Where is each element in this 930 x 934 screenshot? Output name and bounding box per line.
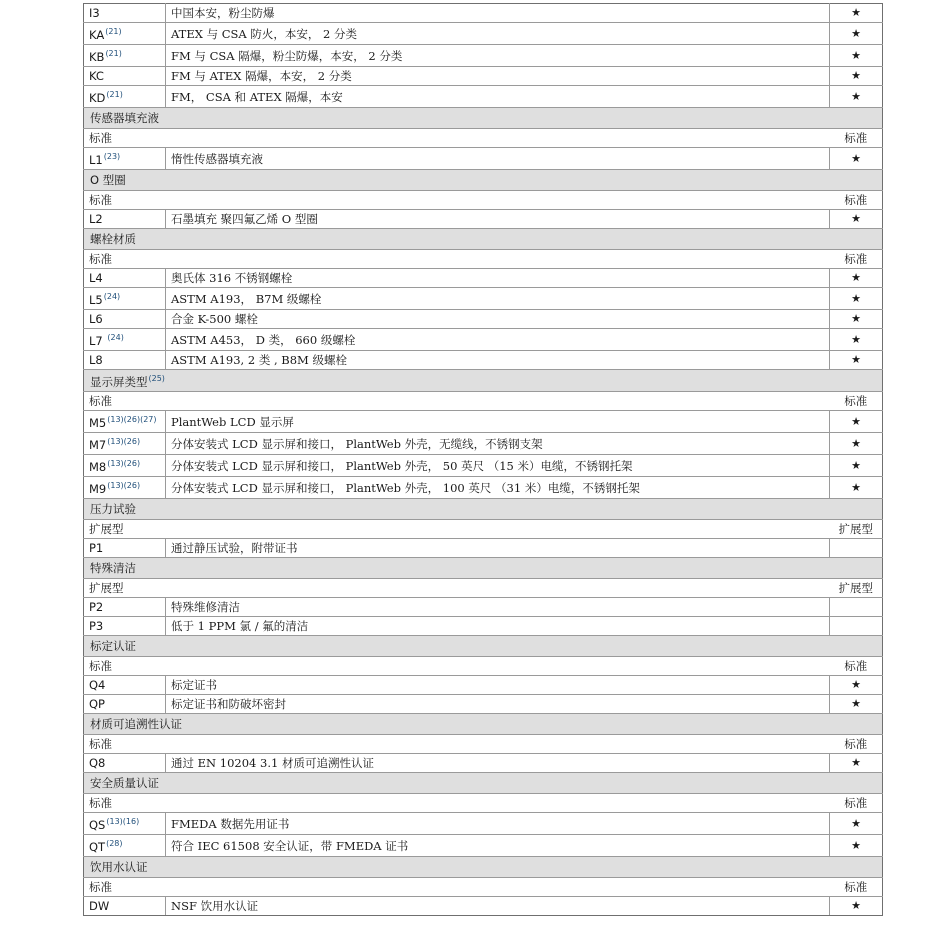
availability-star: ★ xyxy=(830,86,883,108)
option-row xyxy=(84,148,883,170)
option-code: M7 xyxy=(89,438,107,452)
option-row xyxy=(84,288,883,310)
option-description: ASTM A193， B7M 级螺栓 xyxy=(166,288,830,310)
option-code-cell xyxy=(84,835,166,857)
subheader-label: 标准 xyxy=(84,735,830,754)
option-code-cell xyxy=(84,433,166,455)
option-code: M9 xyxy=(89,482,107,496)
subheader-label-right: 扩展型 xyxy=(830,520,883,539)
availability-star: ★ xyxy=(830,754,883,773)
footnote-ref: (25) xyxy=(148,374,165,383)
option-description: FM， CSA 和 ATEX 隔爆，本安 xyxy=(166,86,830,108)
section-title-cell xyxy=(84,108,883,129)
section-header-row xyxy=(84,558,883,579)
options-table-body xyxy=(84,4,883,916)
availability-star: ★ xyxy=(830,4,883,23)
footnote-ref: (23) xyxy=(103,152,121,161)
footnote-ref: (21) xyxy=(105,49,122,58)
subheader-row xyxy=(84,657,883,676)
option-row xyxy=(84,676,883,695)
option-row xyxy=(84,67,883,86)
option-row xyxy=(84,86,883,108)
section-title-cell xyxy=(84,773,883,794)
option-code-cell xyxy=(84,4,166,23)
section-header-row xyxy=(84,229,883,250)
subheader-label: 标准 xyxy=(84,657,830,676)
availability-star: ★ xyxy=(830,310,883,329)
availability-star: ★ xyxy=(830,45,883,67)
section-title: 传感器填充液 xyxy=(90,111,159,125)
section-header-row xyxy=(84,857,883,878)
option-row xyxy=(84,351,883,370)
option-code: P1 xyxy=(89,541,104,555)
option-code: Q8 xyxy=(89,756,106,770)
option-code: L1 xyxy=(89,153,103,167)
subheader-label: 标准 xyxy=(84,250,830,269)
option-code-cell xyxy=(84,813,166,835)
section-title-cell xyxy=(84,229,883,250)
option-code: KD xyxy=(89,91,106,105)
option-row xyxy=(84,45,883,67)
option-row xyxy=(84,269,883,288)
option-code: P2 xyxy=(89,600,104,614)
option-code: KB xyxy=(89,50,105,64)
section-header-row xyxy=(84,170,883,191)
availability-star: ★ xyxy=(830,477,883,499)
option-row xyxy=(84,897,883,916)
availability-star: ★ xyxy=(830,897,883,916)
subheader-label-right: 标准 xyxy=(830,657,883,676)
option-code-cell xyxy=(84,67,166,86)
subheader-label-right: 标准 xyxy=(830,191,883,210)
availability-star: ★ xyxy=(830,411,883,433)
option-code: L4 xyxy=(89,271,103,285)
option-code-cell xyxy=(84,329,166,351)
option-row xyxy=(84,4,883,23)
footnote-ref: (21) xyxy=(105,27,122,36)
option-code-cell xyxy=(84,269,166,288)
subheader-row xyxy=(84,191,883,210)
option-description: 通过静压试验，附带证书 xyxy=(166,539,830,558)
footnote-ref: (24) xyxy=(103,292,121,301)
section-header-row xyxy=(84,714,883,735)
option-row xyxy=(84,210,883,229)
option-code-cell xyxy=(84,310,166,329)
option-code-cell xyxy=(84,477,166,499)
subheader-label: 扩展型 xyxy=(84,579,830,598)
footnote-ref: (13)(26)(27) xyxy=(107,415,157,424)
availability-star: ★ xyxy=(830,67,883,86)
subheader-label: 标准 xyxy=(84,129,830,148)
subheader-label-right: 标准 xyxy=(830,794,883,813)
option-row xyxy=(84,23,883,45)
subheader-row xyxy=(84,878,883,897)
section-title-cell xyxy=(84,558,883,579)
section-title: 螺栓材质 xyxy=(90,232,136,246)
subheader-row xyxy=(84,250,883,269)
option-code: L8 xyxy=(89,353,103,367)
subheader-row xyxy=(84,794,883,813)
option-code-cell xyxy=(84,411,166,433)
option-description: ASTM A193, 2 类 , B8M 级螺栓 xyxy=(166,351,830,370)
availability-star: ★ xyxy=(830,455,883,477)
option-description: 合金 K-500 螺栓 xyxy=(166,310,830,329)
option-code: QP xyxy=(89,697,105,711)
subheader-label-right: 标准 xyxy=(830,392,883,411)
subheader-label: 标准 xyxy=(84,392,830,411)
option-code-cell xyxy=(84,351,166,370)
section-title: 特殊清洁 xyxy=(90,561,136,575)
subheader-label: 扩展型 xyxy=(84,520,830,539)
option-description: FM 与 ATEX 隔爆，本安， 2 分类 xyxy=(166,67,830,86)
option-code-cell xyxy=(84,676,166,695)
option-code-cell xyxy=(84,86,166,108)
option-description: 通过 EN 10204 3.1 材质可追溯性认证 xyxy=(166,754,830,773)
section-title-cell xyxy=(84,499,883,520)
subheader-label-right: 标准 xyxy=(830,129,883,148)
subheader-label-right: 标准 xyxy=(830,878,883,897)
option-code: L7 xyxy=(89,334,107,348)
footnote-ref: (13)(26) xyxy=(107,481,141,490)
option-code-cell xyxy=(84,148,166,170)
option-description: FMEDA 数据先用证书 xyxy=(166,813,830,835)
option-row xyxy=(84,695,883,714)
option-code-cell xyxy=(84,754,166,773)
section-title: 饮用水认证 xyxy=(90,860,148,874)
availability-star: ★ xyxy=(830,835,883,857)
option-description: 特殊维修清洁 xyxy=(166,598,830,617)
option-description: 标定证书 xyxy=(166,676,830,695)
option-code-cell xyxy=(84,539,166,558)
subheader-label: 标准 xyxy=(84,794,830,813)
option-code-cell xyxy=(84,598,166,617)
option-description: 惰性传感器填充液 xyxy=(166,148,830,170)
option-description: 分体安装式 LCD 显示屏和接口， PlantWeb 外壳， 50 英尺 （15 米）电缆，不锈钢托架 xyxy=(166,455,830,477)
subheader-label: 标准 xyxy=(84,878,830,897)
option-description: 中国本安，粉尘防爆 xyxy=(166,4,830,23)
subheader-row xyxy=(84,129,883,148)
section-title-cell xyxy=(84,370,883,392)
section-title: 安全质量认证 xyxy=(90,776,159,790)
availability-star: ★ xyxy=(830,269,883,288)
section-title: 压力试验 xyxy=(90,502,136,516)
section-header-row xyxy=(84,108,883,129)
availability-star: ★ xyxy=(830,288,883,310)
option-row xyxy=(84,813,883,835)
section-title-cell xyxy=(84,170,883,191)
option-row xyxy=(84,539,883,558)
option-description: 低于 1 PPM 氯 / 氟的清洁 xyxy=(166,617,830,636)
subheader-row xyxy=(84,520,883,539)
section-title: O 型圈 xyxy=(90,173,126,187)
option-code: M8 xyxy=(89,460,107,474)
option-description: NSF 饮用水认证 xyxy=(166,897,830,916)
availability-star: ★ xyxy=(830,210,883,229)
option-code-cell xyxy=(84,897,166,916)
footnote-ref: (13)(26) xyxy=(107,459,141,468)
section-title: 标定认证 xyxy=(90,639,136,653)
footnote-ref: (13)(26) xyxy=(107,437,141,446)
option-code-cell xyxy=(84,695,166,714)
availability-star: ★ xyxy=(830,695,883,714)
option-code: Q4 xyxy=(89,678,106,692)
footnote-ref: (24) xyxy=(107,333,124,342)
availability-star: ★ xyxy=(830,676,883,695)
option-row xyxy=(84,598,883,617)
option-row xyxy=(84,411,883,433)
availability-star: ★ xyxy=(830,329,883,351)
section-header-row xyxy=(84,499,883,520)
option-code: L6 xyxy=(89,312,103,326)
option-description: 符合 IEC 61508 安全认证，带 FMEDA 证书 xyxy=(166,835,830,857)
footnote-ref: (13)(16) xyxy=(106,817,140,826)
availability-star: ★ xyxy=(830,148,883,170)
option-code: QT xyxy=(89,840,106,854)
subheader-label-right: 扩展型 xyxy=(830,579,883,598)
section-title-cell xyxy=(84,714,883,735)
option-code: L2 xyxy=(89,212,103,226)
option-row xyxy=(84,455,883,477)
section-title: 材质可追溯性认证 xyxy=(90,717,182,731)
option-code: QS xyxy=(89,818,106,832)
option-row xyxy=(84,835,883,857)
subheader-row xyxy=(84,579,883,598)
option-row xyxy=(84,310,883,329)
section-header-row xyxy=(84,370,883,392)
section-header-row xyxy=(84,773,883,794)
footnote-ref: (28) xyxy=(106,839,123,848)
subheader-row xyxy=(84,392,883,411)
section-header-row xyxy=(84,636,883,657)
option-description: FM 与 CSA 隔爆，粉尘防爆，本安， 2 分类 xyxy=(166,45,830,67)
footnote-ref: (21) xyxy=(106,90,123,99)
availability-star xyxy=(830,539,883,558)
option-description: 分体安装式 LCD 显示屏和接口， PlantWeb 外壳，无缆线，不锈钢支架 xyxy=(166,433,830,455)
option-row xyxy=(84,617,883,636)
option-description: 奥氏体 316 不锈钢螺栓 xyxy=(166,269,830,288)
section-title-cell xyxy=(84,857,883,878)
option-code: KC xyxy=(89,69,104,83)
subheader-label: 标准 xyxy=(84,191,830,210)
option-description: ASTM A453， D 类， 660 级螺栓 xyxy=(166,329,830,351)
subheader-label-right: 标准 xyxy=(830,735,883,754)
model-options-table xyxy=(83,3,883,916)
availability-star: ★ xyxy=(830,351,883,370)
section-title-cell xyxy=(84,636,883,657)
subheader-label-right: 标准 xyxy=(830,250,883,269)
availability-star xyxy=(830,598,883,617)
option-code-cell xyxy=(84,45,166,67)
availability-star: ★ xyxy=(830,433,883,455)
option-row xyxy=(84,433,883,455)
subheader-row xyxy=(84,735,883,754)
option-code-cell xyxy=(84,288,166,310)
availability-star xyxy=(830,617,883,636)
option-description: PlantWeb LCD 显示屏 xyxy=(166,411,830,433)
section-title: 显示屏类型 xyxy=(90,375,148,389)
option-row xyxy=(84,754,883,773)
option-row xyxy=(84,477,883,499)
option-code: DW xyxy=(89,899,110,913)
option-code-cell xyxy=(84,23,166,45)
option-row xyxy=(84,329,883,351)
option-code: KA xyxy=(89,28,105,42)
option-code-cell xyxy=(84,617,166,636)
option-code: M5 xyxy=(89,416,107,430)
option-code: L5 xyxy=(89,293,103,307)
option-code-cell xyxy=(84,210,166,229)
option-code: P3 xyxy=(89,619,104,633)
option-description: 石墨填充 聚四氟乙烯 O 型圈 xyxy=(166,210,830,229)
option-description: 标定证书和防破坏密封 xyxy=(166,695,830,714)
option-description: 分体安装式 LCD 显示屏和接口， PlantWeb 外壳， 100 英尺 （31 米）电缆，不锈钢托架 xyxy=(166,477,830,499)
option-code: I3 xyxy=(89,6,100,20)
option-code-cell xyxy=(84,455,166,477)
option-description: ATEX 与 CSA 防火，本安， 2 分类 xyxy=(166,23,830,45)
availability-star: ★ xyxy=(830,23,883,45)
availability-star: ★ xyxy=(830,813,883,835)
